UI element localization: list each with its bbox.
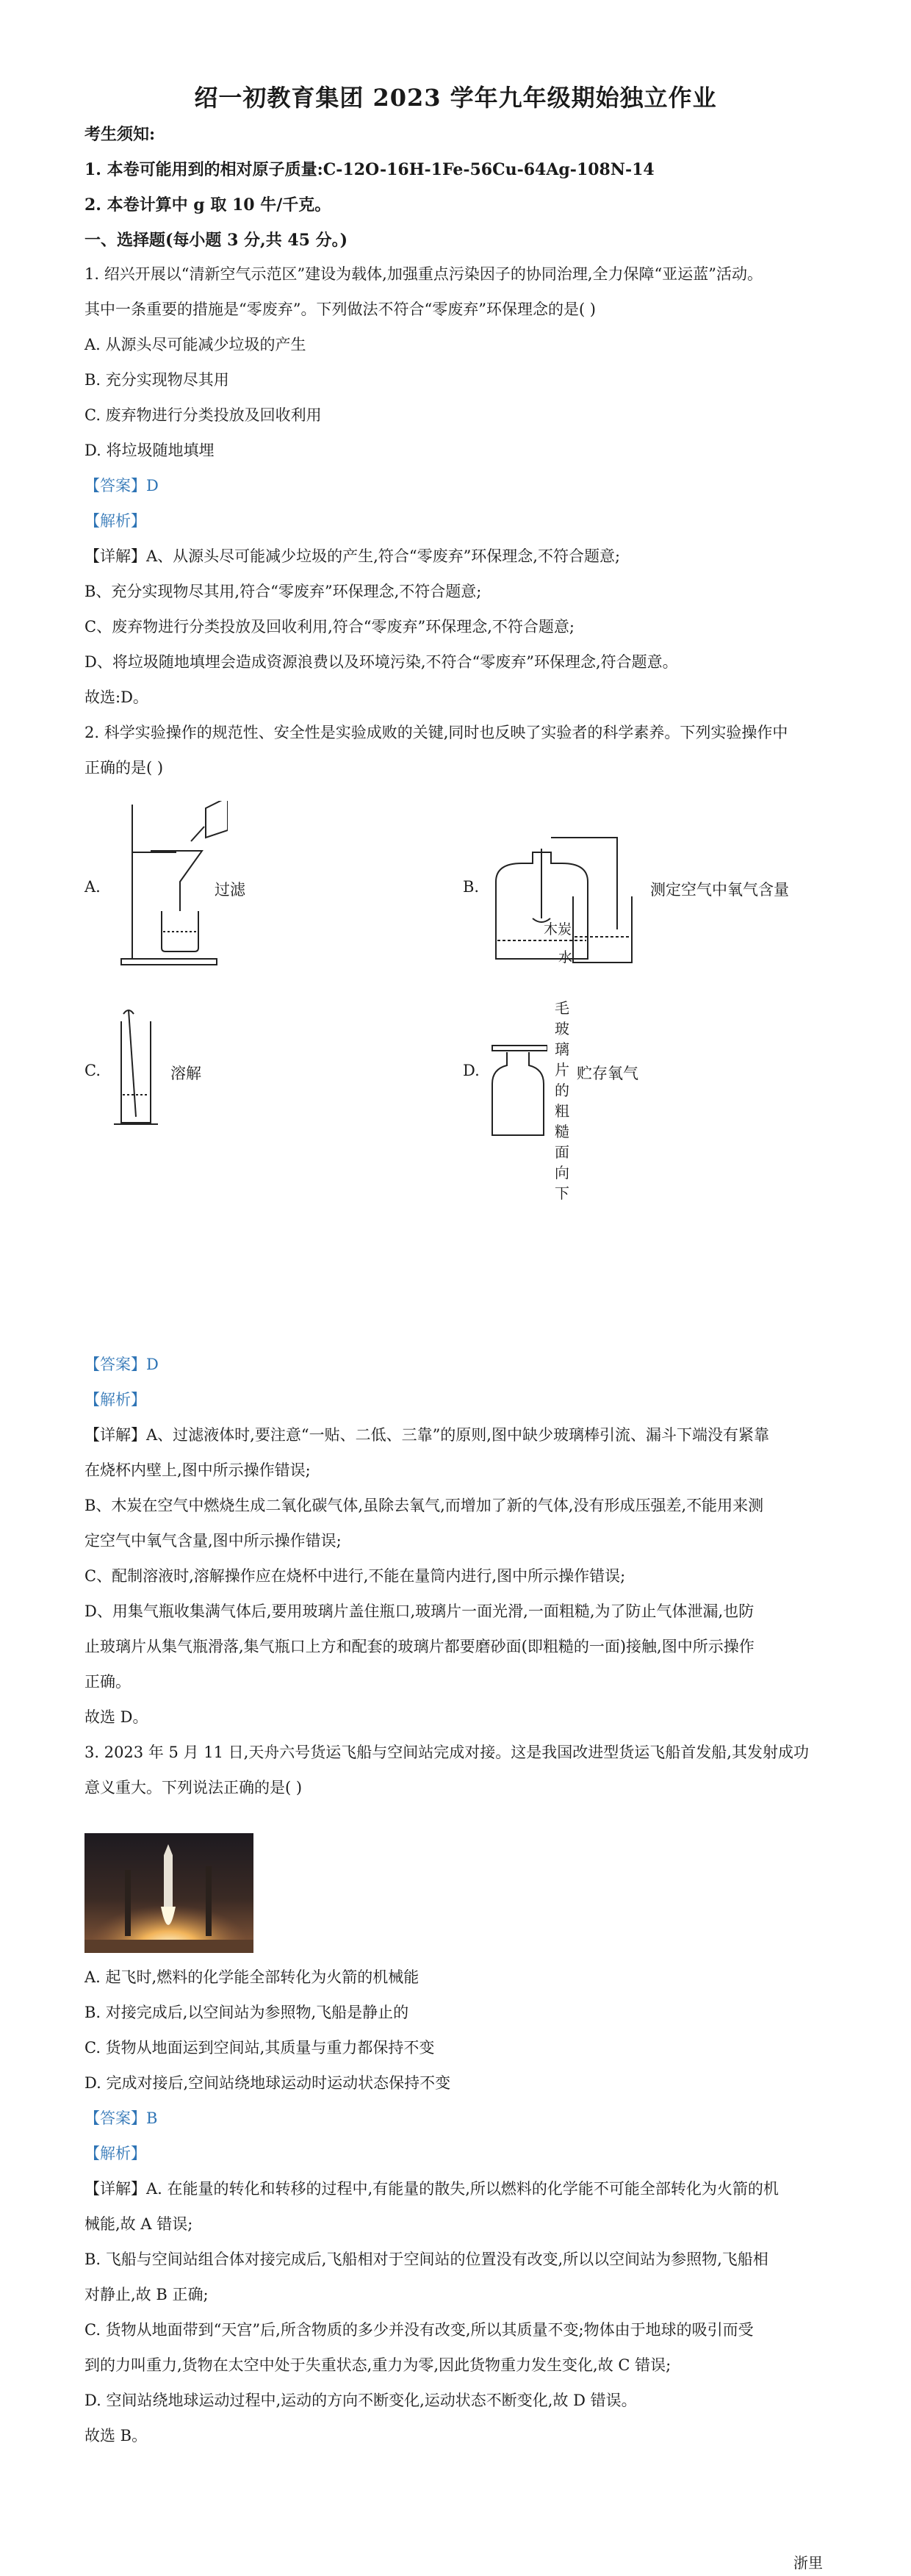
q2-stem-line1: 2. 科学实验操作的规范性、安全性是实验成败的关键,同时也反映了实验者的科学素养。下列实验操作中 (84, 724, 788, 741)
q3-detail-7: D. 空间站绕地球运动过程中,运动的方向不断变化,运动状态不断变化,故 D 错误。 (84, 2392, 637, 2409)
q3-stem-line1: 3. 2023 年 5 月 11 日,天舟六号货运飞船与空间站完成对接。这是我国改进型货运飞船首发船,其发射成功 (84, 1744, 809, 1761)
q3-stem-line2: 意义重大。下列说法正确的是( ) (84, 1779, 303, 1796)
q2-option-d-label: 毛玻璃片的粗糙面向下 (555, 998, 575, 1204)
q1-detail-3: C、废弃物进行分类投放及回收利用,符合“零废弃”环保理念,不符合题意; (84, 618, 575, 636)
q1-option-c: C. 废弃物进行分类投放及回收利用 (84, 406, 322, 424)
q3-detail-4: 对静止,故 B 正确; (84, 2286, 209, 2303)
page-footer: 浙里 (793, 2554, 823, 2572)
q1-detail-4: D、将垃圾随地填埋会造成资源浪费以及环境污染,不符合“零废弃”环保理念,符合题意。 (84, 653, 678, 671)
q1-answer: 【答案】D (84, 477, 159, 494)
q2-detail-7: 止玻璃片从集气瓶滑落,集气瓶口上方和配套的玻璃片都要磨砂面(即粗糙的一面)接触,图中所示操作 (84, 1638, 755, 1655)
notice-heading: 考生须知: (84, 125, 156, 144)
q3-detail-2: 械能,故 A 错误; (84, 2215, 193, 2233)
q3-analysis-label: 【解析】 (84, 2145, 146, 2162)
q2-option-d-text: 贮存氧气 (577, 1065, 638, 1082)
q2-analysis-label: 【解析】 (84, 1391, 146, 1408)
q1-analysis-label: 【解析】 (84, 512, 146, 530)
filtration-apparatus-figure (118, 801, 228, 970)
q1-stem-line2: 其中一条重要的措施是“零废弃”。下列做法不符合“零废弃”环保理念的是( ) (84, 301, 597, 318)
q3-option-d: D. 完成对接后,空间站绕地球运动时运动状态保持不变 (84, 2074, 451, 2092)
section-heading: 一、选择题(每小题 3 分,共 45 分。) (84, 231, 348, 250)
q3-option-b: B. 对接完成后,以空间站为参照物,飞船是静止的 (84, 2004, 409, 2021)
q2-option-b-label-water: 水 (558, 949, 573, 965)
q2-answer: 【答案】D (84, 1356, 159, 1373)
q1-option-d: D. 将垃圾随地填埋 (84, 442, 215, 459)
q2-stem-line2: 正确的是( ) (84, 759, 164, 777)
q3-option-c: C. 货物从地面运到空间站,其质量与重力都保持不变 (84, 2039, 435, 2057)
q2-detail-5: C、配制溶液时,溶解操作应在烧杯中进行,不能在量筒内进行,图中所示操作错误; (84, 1567, 626, 1585)
q2-option-a-letter: A. (84, 878, 101, 896)
q1-option-b: B. 充分实现物尽其用 (84, 371, 229, 389)
q3-conclusion: 故选 B。 (84, 2427, 148, 2444)
q1-conclusion: 故选:D。 (84, 688, 148, 706)
q2-option-c-text: 溶解 (170, 1065, 201, 1082)
q1-option-a: A. 从源头尽可能减少垃圾的产生 (84, 336, 306, 353)
q2-detail-3: B、木炭在空气中燃烧生成二氧化碳气体,虽除去氧气,而增加了新的气体,没有形成压强差,不能用来测 (84, 1497, 764, 1514)
q2-option-b-text: 测定空气中氧气含量 (650, 881, 789, 899)
q3-detail-6: 到的力叫重力,货物在太空中处于失重状态,重力为零,因此货物重力发生变化,故 C 错误; (84, 2356, 671, 2374)
q2-detail-8: 正确。 (84, 1673, 131, 1691)
q3-detail-1: 【详解】A. 在能量的转化和转移的过程中,有能量的散失,所以燃料的化学能不可能全部转化为火箭的机 (84, 2180, 779, 2198)
q2-option-a-text: 过滤 (215, 881, 245, 899)
q2-option-b-label-charcoal: 木炭 (544, 921, 572, 938)
q3-detail-5: C. 货物从地面带到“天宫”后,所含物质的多少并没有改变,所以其质量不变;物体由于地球的吸引而受 (84, 2321, 754, 2339)
q2-detail-6: D、用集气瓶收集满气体后,要用玻璃片盖住瓶口,玻璃片一面光滑,一面粗糙,为了防止气体泄漏,也防 (84, 1602, 755, 1620)
q1-detail-1: 【详解】A、从源头尽可能减少垃圾的产生,符合“零废弃”环保理念,不符合题意; (84, 547, 621, 565)
q3-option-a: A. 起飞时,燃料的化学能全部转化为火箭的机械能 (84, 1968, 420, 1986)
notice-item-2: 2. 本卷计算中 g 取 10 牛/千克。 (84, 195, 331, 215)
q1-stem-line1: 1. 绍兴开展以“清新空气示范区”建设为载体,加强重点污染因子的协同治理,全力保障“亚运蓝”活动。 (84, 265, 763, 283)
page-title: 绍一初教育集团 2023 学年九年级期始独立作业 (194, 84, 717, 112)
q2-detail-4: 定空气中氧气含量,图中所示操作错误; (84, 1532, 342, 1550)
q2-detail-1: 【详解】A、过滤液体时,要注意“一贴、二低、三靠”的原则,图中缺少玻璃棒引流、漏斗下端没有紧靠 (84, 1426, 769, 1444)
q3-answer: 【答案】B (84, 2109, 158, 2127)
gas-bottle-figure (489, 1043, 547, 1139)
q2-detail-2: 在烧杯内壁上,图中所示操作错误; (84, 1461, 311, 1479)
notice-item-1: 1. 本卷可能用到的相对原子质量:C-12O-16H-1Fe-56Cu-64Ag-108N-14 (84, 160, 655, 179)
q2-option-b-letter: B. (463, 878, 480, 896)
q2-conclusion: 故选 D。 (84, 1708, 148, 1726)
q3-detail-3: B. 飞船与空间站组合体对接完成后,飞船相对于空间站的位置没有改变,所以以空间站为参照物,飞船相 (84, 2251, 768, 2268)
dissolving-cylinder-figure (110, 1007, 162, 1132)
q2-option-c-letter: C. (84, 1062, 101, 1079)
q1-detail-2: B、充分实现物尽其用,符合“零废弃”环保理念,不符合题意; (84, 583, 482, 600)
q2-option-d-letter: D. (463, 1062, 480, 1079)
rocket-launch-photo (84, 1833, 253, 1953)
